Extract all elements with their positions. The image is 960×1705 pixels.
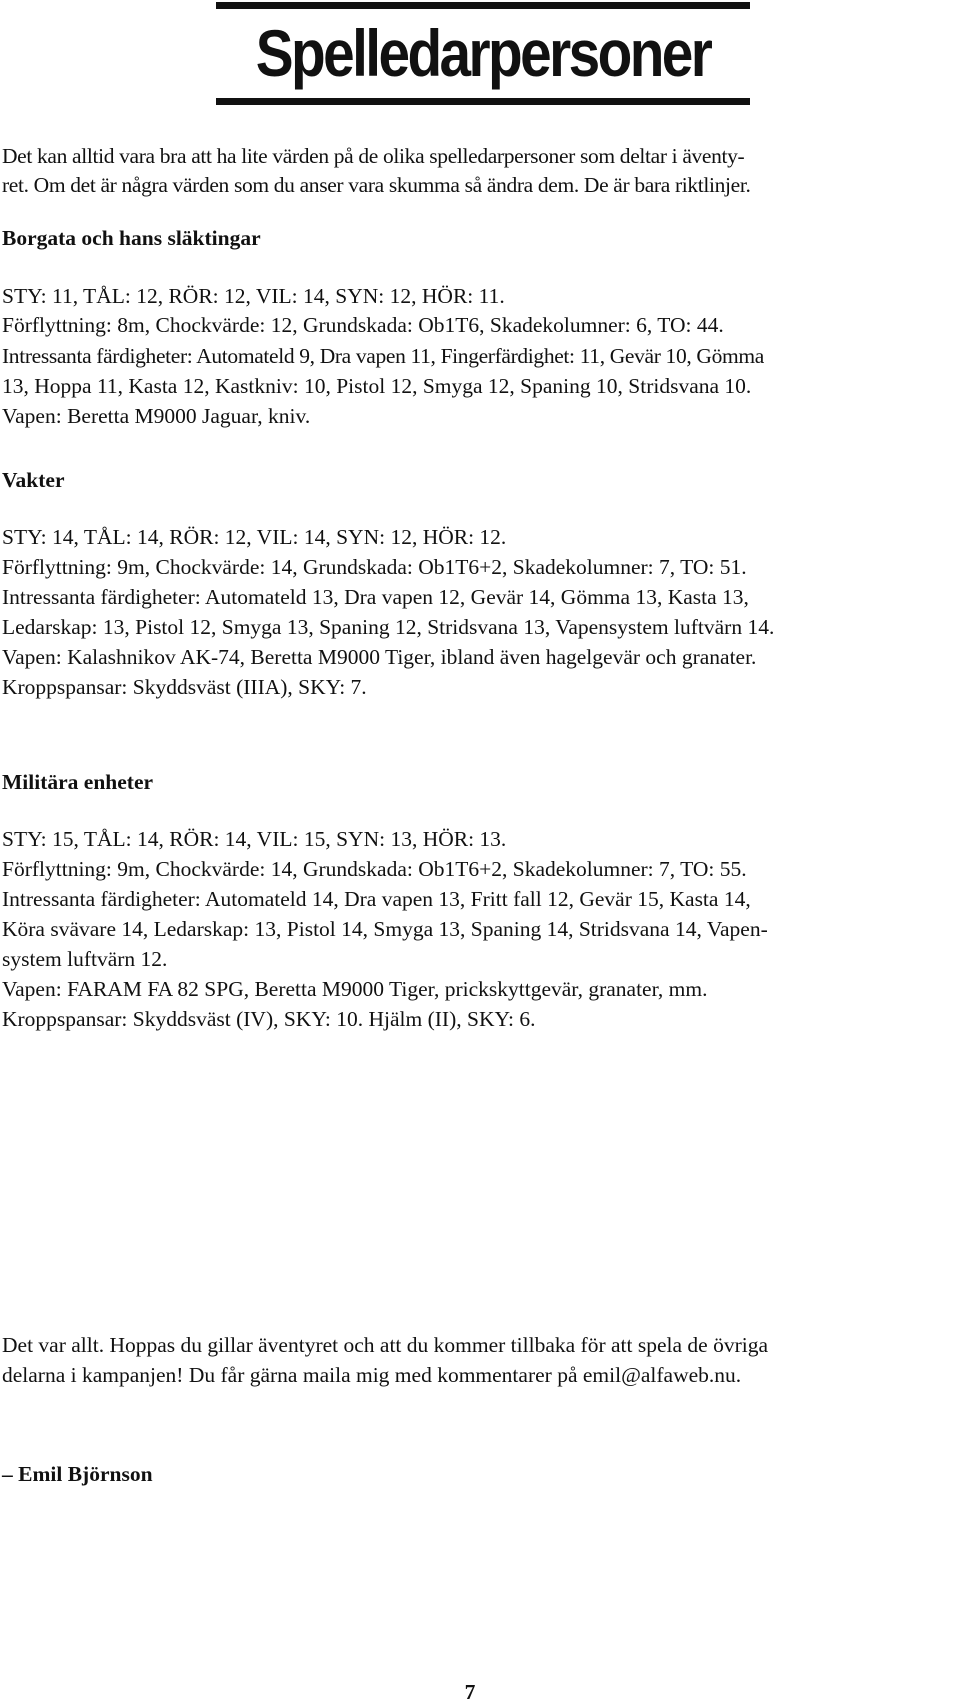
author-signature: – Emil Björnson — [2, 1462, 153, 1486]
title-block — [216, 2, 750, 106]
closing-line: delarna i kampanjen! Du får gärna maila mig med kommentarer på emil@alfaweb.nu. — [2, 1363, 742, 1387]
stat-line: Intressanta färdigheter: Automateld 9, Dra vapen 11, Fingerfärdighet: 11, Gevär 10, Gömma — [2, 344, 764, 368]
stat-line: Förflyttning: 8m, Chockvärde: 12, Grundskada: Ob1T6, Skadekolumner: 6, TO: 44. — [2, 313, 724, 337]
section-heading-vakter: Vakter — [2, 468, 65, 492]
section-heading-militara-enheter: Militära enheter — [2, 770, 154, 794]
stat-line: Intressanta färdigheter: Automateld 13, Dra vapen 12, Gevär 14, Gömma 13, Kasta 13, — [2, 585, 749, 609]
stat-line: Intressanta färdigheter: Automateld 14, Dra vapen 13, Fritt fall 12, Gevär 15, Kasta 14, — [2, 887, 751, 911]
stat-line: 13, Hoppa 11, Kasta 12, Kastkniv: 10, Pistol 12, Smyga 12, Spaning 10, Stridsvana 10. — [2, 374, 752, 398]
intro-line: Det kan alltid vara bra att ha lite värden på de olika spelledarpersoner som deltar i äventy- — [2, 144, 745, 168]
section-heading-borgata: Borgata och hans släktingar — [2, 226, 261, 250]
page-number: 7 — [464, 1680, 476, 1704]
stat-line: Förflyttning: 9m, Chockvärde: 14, Grundskada: Ob1T6+2, Skadekolumner: 7, TO: 51. — [2, 555, 747, 579]
title-bottom-rule — [216, 98, 750, 105]
stat-line: Ledarskap: 13, Pistol 12, Smyga 13, Spaning 12, Stridsvana 13, Vapensystem luftvärn 14. — [2, 615, 775, 639]
intro-line: ret. Om det är några värden som du anser vara skumma så ändra dem. De är bara riktlinjer. — [2, 173, 751, 197]
stat-line: Vapen: Kalashnikov AK-74, Beretta M9000 Tiger, ibland även hagelgevär och granater. — [2, 645, 757, 669]
page-title: Spelledarpersoner — [255, 16, 711, 90]
stat-line: STY: 15, TÅL: 14, RÖR: 14, VIL: 15, SYN: 13, HÖR: 13. — [2, 827, 507, 851]
stat-line: Vapen: FARAM FA 82 SPG, Beretta M9000 Tiger, prickskyttgevär, granater, mm. — [2, 977, 708, 1001]
stat-line: system luftvärn 12. — [2, 947, 168, 971]
stat-line: Köra svävare 14, Ledarskap: 13, Pistol 14, Smyga 13, Spaning 14, Stridsvana 14, Vapen- — [2, 917, 768, 941]
closing-line: Det var allt. Hoppas du gillar äventyret och att du kommer tillbaka för att spela de övriga — [2, 1333, 768, 1357]
stat-line: STY: 11, TÅL: 12, RÖR: 12, VIL: 14, SYN: 12, HÖR: 11. — [2, 284, 505, 308]
stat-line: STY: 14, TÅL: 14, RÖR: 12, VIL: 14, SYN: 12, HÖR: 12. — [2, 525, 507, 549]
stat-line: Förflyttning: 9m, Chockvärde: 14, Grundskada: Ob1T6+2, Skadekolumner: 7, TO: 55. — [2, 857, 747, 881]
stat-line: Vapen: Beretta M9000 Jaguar, kniv. — [2, 404, 311, 428]
title-top-rule — [216, 2, 750, 9]
stat-line: Kroppspansar: Skyddsväst (IIIA), SKY: 7. — [2, 675, 367, 699]
stat-line: Kroppspansar: Skyddsväst (IV), SKY: 10. Hjälm (II), SKY: 6. — [2, 1007, 536, 1031]
